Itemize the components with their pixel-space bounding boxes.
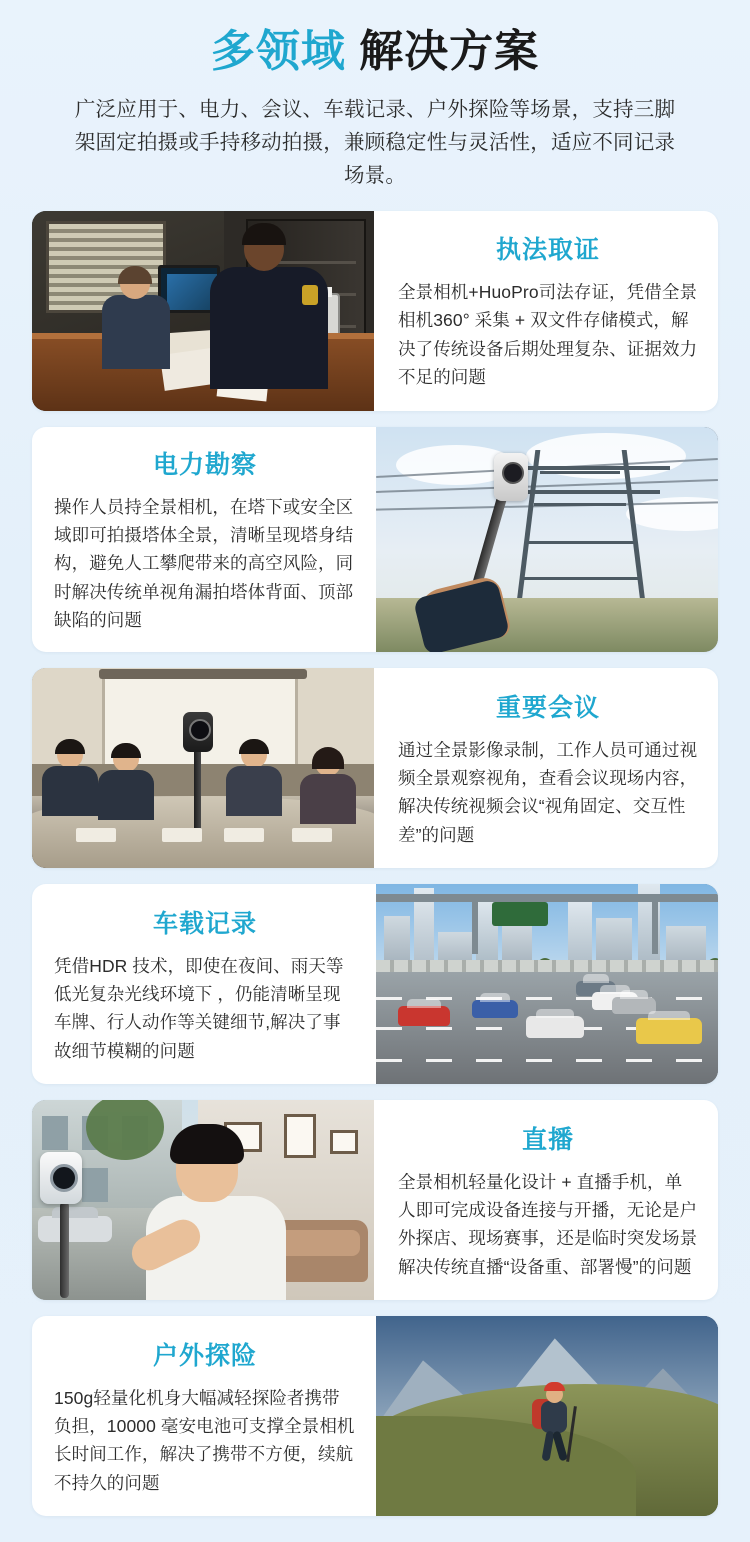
- outdoor-adventure-title: 户外探险: [152, 1341, 257, 1370]
- vehicle-record-body: 凭借HDR 技术，即使在夜间、雨天等低光复杂光线环境下 ，仍能清晰呈现车牌、行人动作等关键细节,解决了事故细节模糊的问题: [54, 955, 344, 1061]
- power-survey-text: [32, 427, 376, 653]
- scenario-card-law-enforcement: [32, 211, 718, 411]
- important-meeting-text: [374, 668, 718, 868]
- scenario-card-outdoor-adventure: [32, 1316, 718, 1516]
- live-streaming-title: 直播: [521, 1125, 574, 1154]
- page-title-part1: 多领域: [210, 27, 346, 76]
- scenario-card-power-survey: [32, 427, 718, 653]
- important-meeting-title: 重要会议: [495, 693, 600, 722]
- power-survey-title: 电力勘察: [152, 450, 257, 479]
- law-enforcement-text: [374, 211, 718, 411]
- law-enforcement-title: 执法取证: [495, 235, 600, 264]
- outdoor-adventure-text: [32, 1316, 376, 1516]
- law-enforcement-photo: [32, 211, 374, 411]
- scenario-card-list: [0, 211, 750, 1517]
- outdoor-adventure-body: 150g轻量化机身大幅减轻探险者携带负担，10000 毫安电池可支撑全景相机长时间工作，解决了携带不方便，续航不持久的问题: [54, 1387, 355, 1493]
- live-streaming-body: 全景相机轻量化设计 + 直播手机，单人即可完成设备连接与开播，无论是户外探店、现场赛事，还是临时突发场景解决传统直播“设备重、部署慢”的问题: [398, 1171, 698, 1277]
- scenario-card-vehicle-record: [32, 884, 718, 1084]
- important-meeting-photo: [32, 668, 374, 868]
- page-subtitle: 广泛应用于、电力、会议、车载记录、户外探险等场景，支持三脚架固定拍摄或手持移动拍摄，兼顾稳定性与灵活性，适应不同记录场景。: [74, 98, 676, 188]
- scenario-card-important-meeting: [32, 668, 718, 868]
- live-streaming-text: [374, 1100, 718, 1300]
- page-header: [0, 0, 750, 193]
- vehicle-record-photo: [376, 884, 718, 1084]
- vehicle-record-text: [32, 884, 376, 1084]
- power-survey-body: 操作人员持全景相机，在塔下或安全区域即可拍摄塔体全景，清晰呈现塔身结构，避免人工攀爬带来的高空风险，同时解决传统单视角漏拍塔体背面、顶部缺陷的问题: [54, 496, 354, 630]
- power-survey-photo: [376, 427, 718, 653]
- outdoor-adventure-photo: [376, 1316, 718, 1516]
- live-streaming-photo: [32, 1100, 374, 1300]
- page-title: [30, 24, 720, 79]
- important-meeting-body: 通过全景影像录制，工作人员可通过视频全景观察视角，查看会议现场内容，解决传统视频会议“视角固定、交互性差”的问题: [398, 739, 698, 845]
- vehicle-record-title: 车载记录: [152, 909, 257, 938]
- scenario-card-live-streaming: [32, 1100, 718, 1300]
- page-title-part2: 解决方案: [359, 27, 540, 76]
- law-enforcement-body: 全景相机+HuoPro司法存证，凭借全景相机360° 采集 + 双文件存储模式，解决了传统设备后期处理复杂、证据效力不足的问题: [398, 281, 698, 387]
